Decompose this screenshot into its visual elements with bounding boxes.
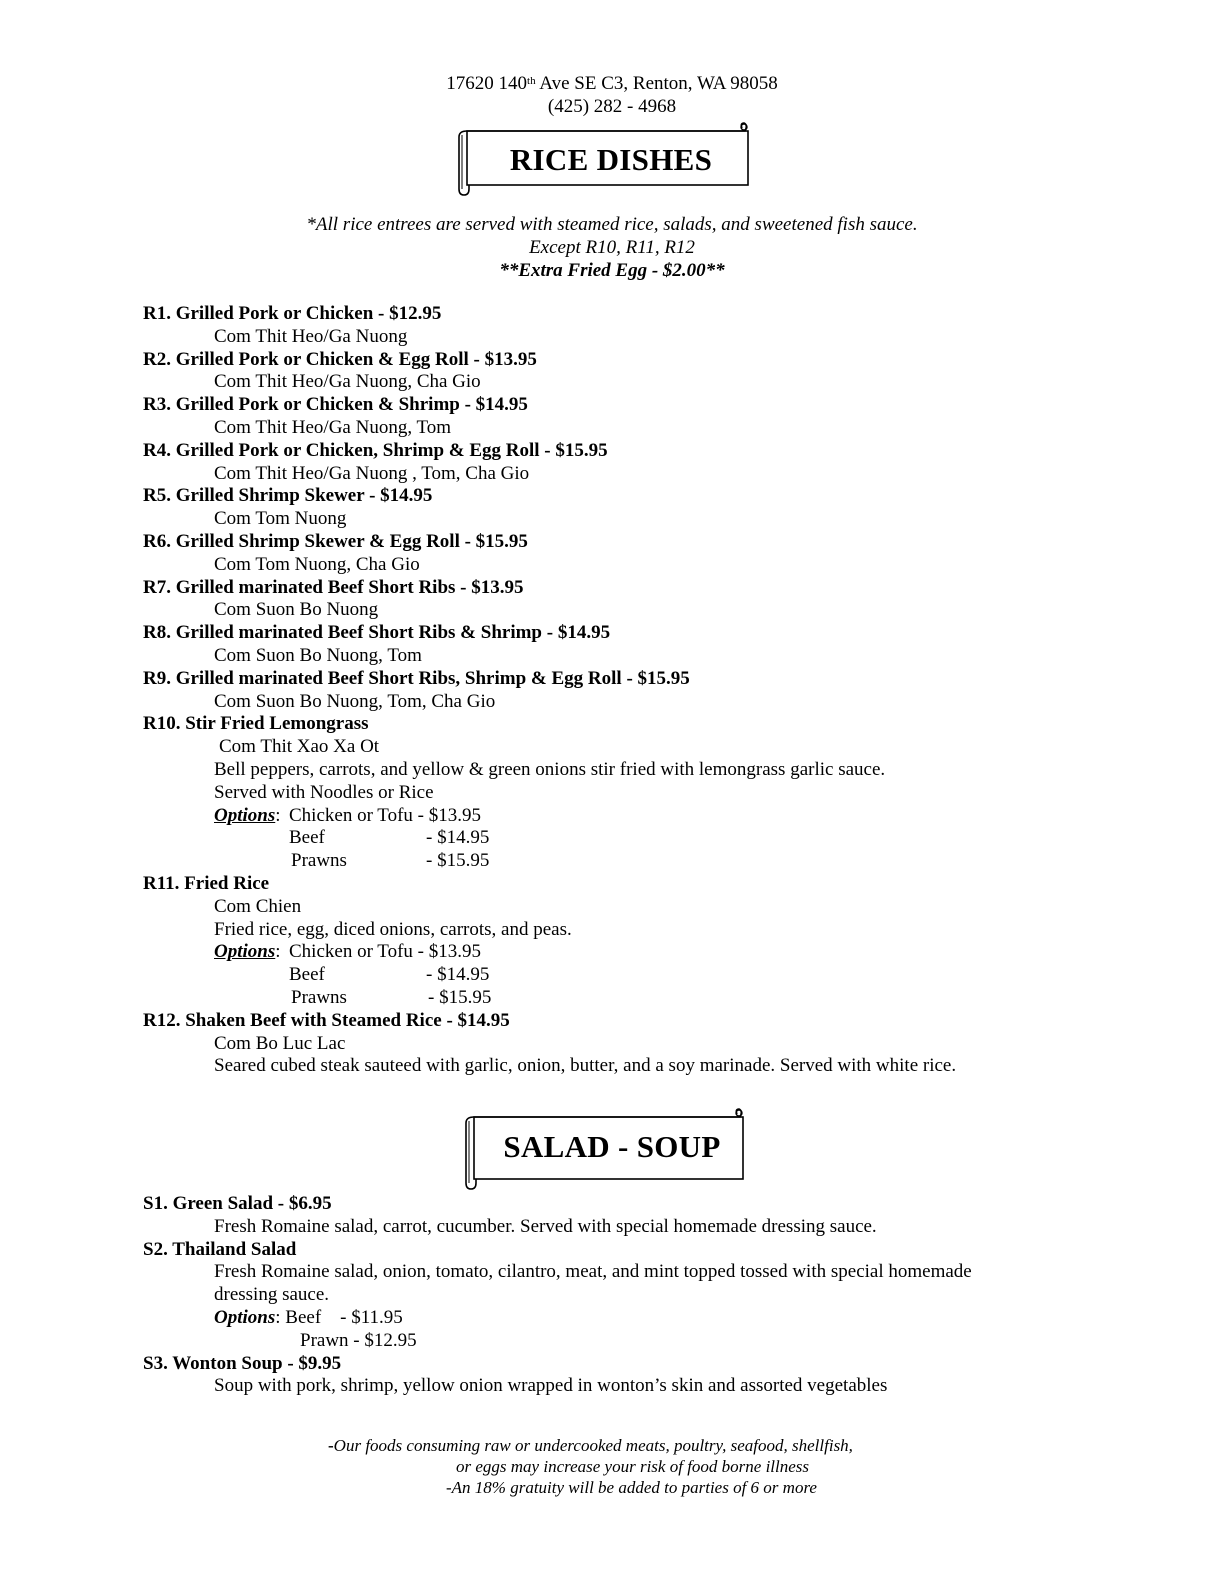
option-name: Beef <box>289 827 325 849</box>
item-title: S2. Thailand Salad <box>143 1238 297 1260</box>
footer-line-2: or eggs may increase your risk of food borne illness <box>456 1457 810 1476</box>
option-prawn: Prawn - $12.95 <box>300 1329 417 1351</box>
item-description: Bell peppers, carrots, and yellow & green onions stir fried with lemongrass garlic sauce. <box>214 758 886 780</box>
item-description: Soup with pork, shrimp, yellow onion wrapped in wonton’s skin and assorted vegetables <box>214 1375 888 1397</box>
options-label-wrap: Options: <box>214 941 286 963</box>
menu-item-s2 <box>143 1239 1143 1353</box>
address-suffix: th <box>527 75 536 87</box>
option-price: - $15.95 <box>428 986 492 1008</box>
menu-item-r5 <box>143 485 1143 531</box>
item-title: R4. Grilled Pork or Chicken, Shrimp & Egg Roll - $15.95 <box>143 439 608 461</box>
option-price: - $14.95 <box>426 964 490 986</box>
menu-item-r9 <box>143 668 1143 714</box>
option-row <box>143 805 1143 828</box>
salad-soup-title: SALAD - SOUP <box>503 1129 721 1164</box>
item-title: R5. Grilled Shrimp Skewer - $14.95 <box>143 485 433 507</box>
restaurant-phone: (425) 282 - 4968 <box>547 96 677 117</box>
rice-note-served-with: *All rice entrees are served with steamed rice, salads, and sweetened fish sauce. <box>306 214 918 235</box>
item-vietnamese-name: Com Suon Bo Nuong, Tom <box>214 644 422 666</box>
item-title: R8. Grilled marinated Beef Short Ribs & Shrimp - $14.95 <box>143 622 611 644</box>
option-name: Beef <box>289 964 325 986</box>
item-vietnamese-name: Com Chien <box>214 895 302 917</box>
item-vietnamese-name: Com Thit Heo/Ga Nuong , Tom, Cha Gio <box>214 462 530 484</box>
option-name: Chicken or Tofu <box>289 804 413 826</box>
option-name: Prawns <box>291 986 347 1008</box>
footer-text-1: Our foods consuming raw or undercooked meats, poultry, seafood, shellfish, <box>333 1436 853 1455</box>
menu-item-r12 <box>143 1010 1143 1078</box>
rice-menu-list <box>143 303 1143 1078</box>
menu-item-s3 <box>143 1353 1143 1399</box>
item-description: Fried rice, egg, diced onions, carrots, and peas. <box>214 918 572 940</box>
menu-item-r3 <box>143 394 1143 440</box>
menu-item-r2 <box>143 349 1143 395</box>
address-number: 17620 140 <box>446 73 528 94</box>
option-row <box>143 941 1143 964</box>
item-description: Fresh Romaine salad, onion, tomato, cilantro, meat, and mint topped tossed with special homemade <box>214 1261 972 1283</box>
footer-line-3: -An 18% gratuity will be added to parties of 6 or more <box>446 1478 817 1497</box>
menu-item-r1 <box>143 303 1143 349</box>
footer-dash: - <box>328 1436 334 1455</box>
option-price: - $13.95 <box>417 804 481 826</box>
options-label: Options <box>214 804 276 826</box>
option-row <box>143 964 1143 987</box>
footer-line-1 <box>0 1435 1224 1456</box>
options-label: Options <box>214 941 276 963</box>
rice-note-extra-egg <box>0 259 1224 282</box>
item-description-served: Served with Noodles or Rice <box>214 781 434 803</box>
option-row <box>143 850 1143 873</box>
item-description: Seared cubed steak sauteed with garlic, onion, butter, and a soy marinade. Served with white rice. <box>214 1055 957 1077</box>
option-row <box>143 827 1143 850</box>
item-title: S1. Green Salad - $6.95 <box>143 1193 332 1214</box>
item-title: S3. Wonton Soup - $9.95 <box>143 1352 342 1374</box>
rice-note-except: Except R10, R11, R12 <box>529 237 695 258</box>
item-vietnamese-name: Com Suon Bo Nuong <box>214 599 379 621</box>
address-street: Ave SE C3, Renton, WA 98058 <box>535 73 778 94</box>
item-vietnamese-name: Com Thit Heo/Ga Nuong, Cha Gio <box>214 371 481 393</box>
menu-item-r7 <box>143 577 1143 623</box>
restaurant-address <box>0 72 1224 95</box>
option-row <box>143 987 1143 1010</box>
item-title: R11. Fried Rice <box>143 872 270 894</box>
menu-item-r11 <box>143 873 1143 1010</box>
option-name: Prawns <box>291 850 347 872</box>
item-title: R6. Grilled Shrimp Skewer & Egg Roll - $15.95 <box>143 530 528 552</box>
option-price: - $14.95 <box>426 827 490 849</box>
item-title: R10. Stir Fried Lemongrass <box>143 713 369 735</box>
options-label-wrap: Options: <box>214 804 286 826</box>
salad-soup-banner <box>462 1107 752 1193</box>
options-label-wrap: Options: <box>214 1306 286 1328</box>
option-price: - $15.95 <box>426 850 490 872</box>
item-vietnamese-name: Com Thit Heo/Ga Nuong, Tom <box>214 416 452 438</box>
extra-egg-text: **Extra Fried Egg - $2.00** <box>499 260 725 281</box>
menu-item-r10 <box>143 713 1143 873</box>
item-vietnamese-name: Com Tom Nuong <box>214 508 347 530</box>
rice-dishes-title: RICE DISHES <box>509 142 713 177</box>
rice-dishes-banner <box>455 121 755 197</box>
item-title: R2. Grilled Pork or Chicken & Egg Roll - $13.95 <box>143 348 537 370</box>
menu-item-s1 <box>143 1193 1143 1239</box>
salad-menu-list <box>143 1193 1143 1398</box>
item-title: R12. Shaken Beef with Steamed Rice - $14.95 <box>143 1009 510 1031</box>
item-title: R9. Grilled marinated Beef Short Ribs, Shrimp & Egg Roll - $15.95 <box>143 667 690 689</box>
item-vietnamese-name: Com Thit Heo/Ga Nuong <box>214 325 408 347</box>
menu-item-r8 <box>143 622 1143 668</box>
option-row <box>143 1307 1143 1330</box>
options-label: Options <box>214 1306 276 1328</box>
footer-notice <box>0 1435 1224 1498</box>
item-title: R3. Grilled Pork or Chicken & Shrimp - $14.95 <box>143 394 528 416</box>
item-description-cont: dressing sauce. <box>214 1284 330 1306</box>
option-beef: Beef - $11.95 <box>285 1306 403 1328</box>
option-row <box>143 1330 1143 1353</box>
option-price: - $13.95 <box>417 941 481 963</box>
item-vietnamese-name: Com Thit Xao Xa Ot <box>219 736 380 758</box>
item-vietnamese-name: Com Bo Luc Lac <box>214 1032 346 1054</box>
item-description: Fresh Romaine salad, carrot, cucumber. Served with special homemade dressing sauce. <box>214 1215 877 1237</box>
item-vietnamese-name: Com Tom Nuong, Cha Gio <box>214 553 420 575</box>
item-title: R7. Grilled marinated Beef Short Ribs - $13.95 <box>143 576 524 598</box>
menu-item-r4 <box>143 440 1143 486</box>
item-vietnamese-name: Com Suon Bo Nuong, Tom, Cha Gio <box>214 690 496 712</box>
item-title: R1. Grilled Pork or Chicken - $12.95 <box>143 303 442 324</box>
menu-item-r6 <box>143 531 1143 577</box>
option-name: Chicken or Tofu <box>289 941 413 963</box>
